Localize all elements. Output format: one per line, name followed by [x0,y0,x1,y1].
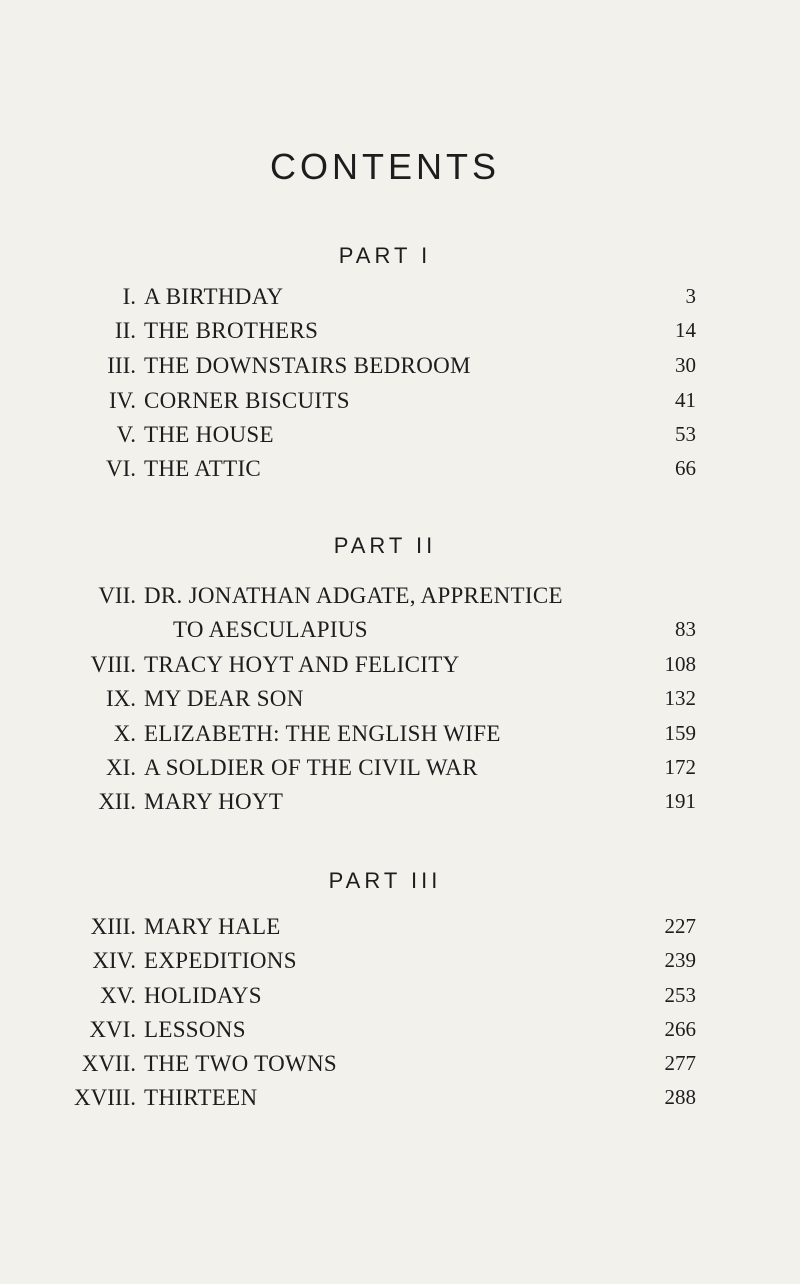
page-number: 66 [675,456,696,480]
chapter-number: XII. [98,789,136,814]
chapter-number: II. [114,318,136,343]
chapter-number: VIII. [90,652,136,677]
toc-entry [0,583,800,613]
chapter-title: DR. JONATHAN ADGATE, APPRENTICE [144,583,563,608]
chapter-title: THE ATTIC [144,456,262,481]
chapter-number: VI. [105,456,136,481]
chapter-number: XI. [105,755,136,780]
page-number: 288 [664,1085,696,1109]
chapter-title: EXPEDITIONS [144,948,297,973]
chapter-title: HOLIDAYS [144,983,262,1008]
chapter-number: IX. [105,686,136,711]
toc-entry [0,721,800,751]
chapter-number: XIII. [90,914,136,939]
page-number: 253 [664,983,696,1007]
chapter-number: V. [116,422,136,447]
part-heading: PART I [338,243,432,268]
page-number: 277 [664,1051,696,1075]
chapter-title: THE DOWNSTAIRS BEDROOM [144,353,471,378]
toc-entry [0,456,800,486]
toc-entry [0,983,800,1013]
page-number: 266 [664,1017,696,1041]
chapter-title: ELIZABETH: THE ENGLISH WIFE [144,721,501,746]
toc-entry [0,755,800,785]
page-number: 108 [664,652,696,676]
toc-entry [0,284,800,314]
page-number: 227 [664,914,696,938]
page-number: 191 [664,789,696,813]
page-number: 41 [675,388,696,412]
chapter-title: THIRTEEN [144,1085,258,1110]
chapter-title-line2: TO AESCULAPIUS [173,617,368,642]
chapter-title: THE TWO TOWNS [144,1051,337,1076]
chapter-number: III. [107,353,136,378]
chapter-number: XVI. [89,1017,136,1042]
chapter-title: A SOLDIER OF THE CIVIL WAR [144,755,478,780]
chapter-number: XIV. [92,948,136,973]
toc-entry [0,1051,800,1081]
toc-entry [0,789,800,819]
chapter-number: VII. [98,583,136,608]
chapter-number: IV. [108,388,136,413]
page-number: 53 [675,422,696,446]
chapter-title: CORNER BISCUITS [144,388,350,413]
toc-entry-continuation [0,617,800,647]
page-number: 3 [685,284,696,308]
page-number: 30 [675,353,696,377]
page-number: 172 [664,755,696,779]
chapter-title: THE BROTHERS [144,318,319,343]
chapter-number: I. [122,284,136,309]
chapter-title: MARY HOYT [144,789,284,814]
chapter-number: XV. [99,983,136,1008]
toc-entry [0,422,800,452]
part-heading: PART III [328,868,442,893]
chapter-number: X. [113,721,136,746]
chapter-title: LESSONS [144,1017,246,1042]
part-heading: PART II [333,533,437,558]
chapter-title: TRACY HOYT AND FELICITY [144,652,460,677]
toc-entry [0,686,800,716]
page-number: 14 [675,318,696,342]
toc-entry [0,914,800,944]
page-number: 239 [664,948,696,972]
toc-entry [0,948,800,978]
toc-entry [0,652,800,682]
chapter-number: XVII. [81,1051,136,1076]
toc-entry [0,1017,800,1047]
chapter-title: A BIRTHDAY [144,284,284,309]
page-title: CONTENTS [270,146,500,187]
page-number: 132 [664,686,696,710]
page-number: 83 [675,617,696,641]
chapter-number: XVIII. [74,1085,136,1110]
page-number: 159 [664,721,696,745]
chapter-title: MY DEAR SON [144,686,304,711]
toc-entry [0,318,800,348]
toc-entry [0,1085,800,1115]
chapter-title: THE HOUSE [144,422,274,447]
chapter-title: MARY HALE [144,914,281,939]
toc-entry [0,388,800,418]
toc-entry [0,353,800,383]
